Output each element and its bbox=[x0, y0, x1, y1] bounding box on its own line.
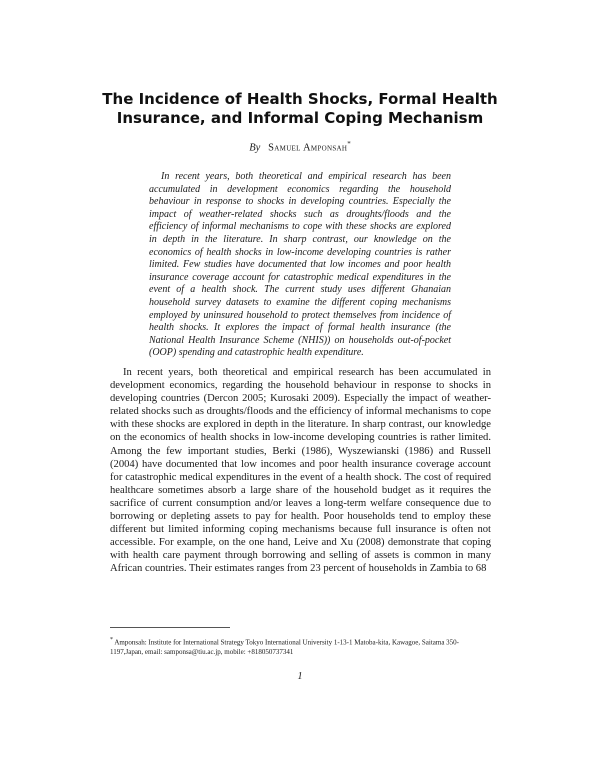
page-number: 1 bbox=[297, 671, 303, 682]
author-by-label: By bbox=[249, 142, 261, 154]
footnote bbox=[110, 635, 491, 657]
footnote-marker: * bbox=[110, 637, 113, 643]
footnote-rule bbox=[110, 627, 230, 628]
author-line bbox=[120, 137, 480, 156]
body-paragraph: In recent years, both theoretical and empirical research has been accumulated in development economics, regarding the household behaviour in response to shocks in developing countries (Dercon 2005; Kurosaki 2009). Especially the impact of weather-related shocks such as droughts/floods and the efficiency of informal mechanisms to cope with these shocks are explored in depth in the literature. In sharp contrast, our knowledge on the economics of health shocks in low-income developing countries is rather limited. Among the few important studies, Berki (1986), Wyszewianski (1986) and Russell (2004) have documented that low incomes and poor health insurance coverage account for catastrophic medical expenditures in the event of a health shock. The cost of required healthcare sometimes absorb a large share of the household budget as it requires the sacrifice of current consumption and/or leaves a long-term welfare consequence due to borrowing or depleting assets to pay for health. Poor households tend to employ these different but limited informing coping mechanisms because full insurance is often not accessible. For example, on the one hand, Leive and Xu (2008) demonstrate that coping with health care payment through borrowing and selling of assets is common in many African countries. Their estimates ranges from 23 percent of households in Zambia to 68 bbox=[110, 367, 491, 575]
author-footnote-marker: * bbox=[347, 140, 351, 148]
author-name: Samuel Amponsah bbox=[268, 142, 348, 154]
footnote-text: Amponsah: Institute for International Strategy Tokyo International University 1-13-1 Matoba-kita, Kawagoe, Saitama 350-1197,Japan, email: samponsa@tiu.ac.jp, mobile: +818050737341 bbox=[110, 638, 460, 657]
paper-title: The Incidence of Health Shocks, Formal Health Insurance, and Informal Coping Mechanism bbox=[102, 90, 498, 127]
abstract: In recent years, both theoretical and empirical research has been accumulated in development economics regarding the household behaviour in response to shocks in developing countries. Especially the impact of weather-related shocks such as droughts/floods and the efficiency of informal mechanisms to cope with these shocks are explored in depth in the literature. In sharp contrast, our knowledge on the economics of health shocks in low-income developing countries is rather limited. Few studies have documented that low incomes and poor health insurance coverage account for catastrophic medical expenditures in the event of a health shock. The current study uses different Ghanaian household survey datasets to examine the different coping mechanisms employed by uninsured household to protect themselves from incidence of health shocks. It explores the impact of formal health insurance (the National Health Insurance Scheme (NHIS)) on households out-of-pocket (OOP) spending and catastrophic health expenditure. bbox=[149, 171, 451, 359]
